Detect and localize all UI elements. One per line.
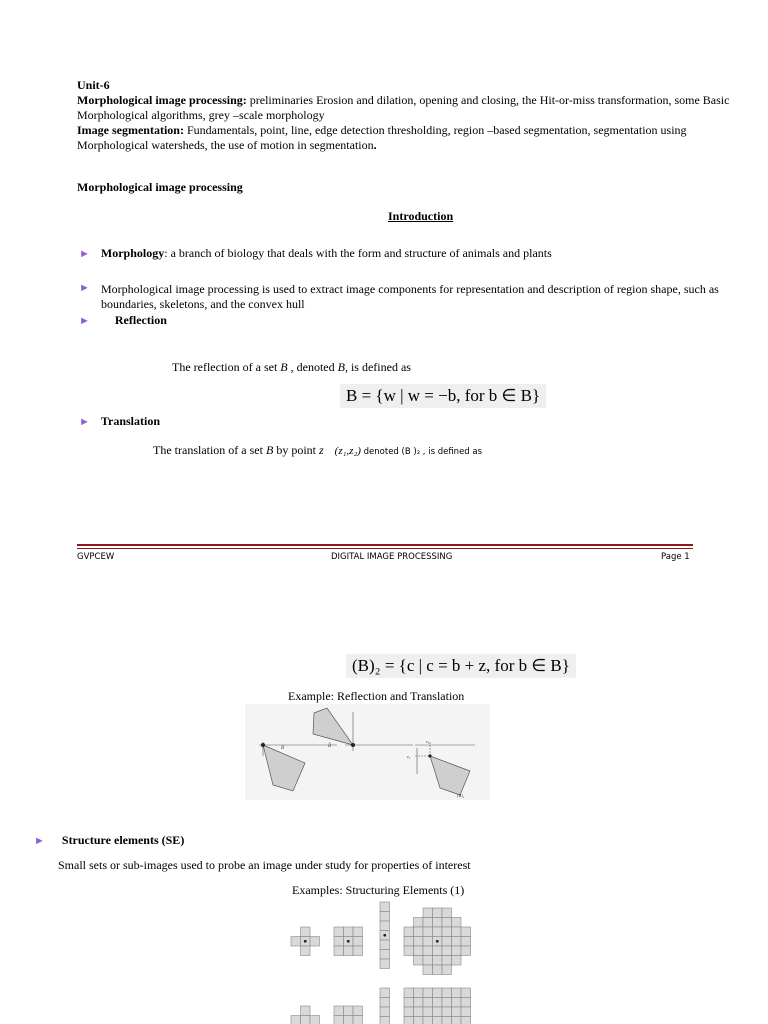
se-cell [461, 927, 471, 937]
translation-label: Translation [100, 414, 161, 428]
se-cell [461, 1007, 471, 1017]
se-cell [334, 946, 344, 956]
fig-b-label: B [281, 746, 285, 751]
se-cell [433, 965, 443, 975]
se-cell [452, 1017, 462, 1024]
syllabus-segmentation [77, 123, 747, 153]
translation-sentence: The translation of a set B by point z (z₁,z₂) denoted (B )₂ , is defined as [153, 443, 483, 457]
footer-rule-thick [77, 544, 693, 546]
se-cell [442, 918, 452, 928]
syllabus-seg-text: Fundamentals, point, line, edge detection thresholding, region –based segmentation, segmentation using Morphological watersheds, the use of motion in segmentation [77, 123, 687, 152]
se-cell [310, 937, 320, 947]
fig-z1-label: z₁ [426, 739, 430, 744]
se-cell [442, 988, 452, 998]
se-cell [452, 927, 462, 937]
se-cell [291, 937, 301, 947]
se-cell [334, 1016, 344, 1024]
structuring-elements-figure [288, 900, 480, 1024]
se-cell [380, 912, 390, 922]
se-cell [442, 965, 452, 975]
se-cell [461, 1017, 471, 1024]
bullet-morphology [79, 246, 749, 261]
page1-header [77, 78, 747, 153]
se-cell [442, 998, 452, 1008]
se-cell [414, 956, 424, 966]
syllabus-morphology [77, 93, 747, 123]
se-cell [353, 927, 363, 937]
se-cell [380, 1017, 390, 1024]
se-cell [442, 946, 452, 956]
morphology-label: Morphology [100, 246, 165, 260]
se-cell [301, 927, 311, 937]
syllabus-morph-text: preliminaries Erosion and dilation, opening and closing, the Hit-or-miss transformation, some Basic Morphological algorithms, grey –scale morphology [77, 93, 730, 122]
se-cell [380, 959, 390, 969]
se-caption: Examples: Structuring Elements (1) [292, 883, 465, 897]
se-cell [334, 927, 344, 937]
se-cell [433, 908, 443, 918]
bullet-se [34, 833, 184, 848]
bullet-arrow-icon: ► [79, 282, 90, 294]
translation-equation: (B)₂ = {c | c = b + z, for b ∈ B} [346, 654, 576, 678]
unit-title: Unit-6 [77, 78, 110, 92]
syllabus-morph-label: Morphological image processing: [77, 93, 247, 107]
se-cell [423, 1007, 433, 1017]
se-cell [301, 1006, 311, 1016]
se-cell [423, 927, 433, 937]
syllabus-seg-end: . [373, 138, 377, 152]
footer-center: DIGITAL IMAGE PROCESSING [331, 552, 453, 562]
se-cell [353, 1006, 363, 1016]
fig-bhat-label: B̂ [328, 744, 332, 749]
se-cell [380, 988, 390, 998]
se-cell [414, 988, 424, 998]
se-cell [423, 988, 433, 998]
se-cell [423, 908, 433, 918]
footer-right: Page 1 [661, 552, 690, 562]
se-cell [291, 1016, 301, 1024]
bullet-translation [79, 414, 160, 429]
se-cell [452, 937, 462, 947]
se-cell [404, 998, 414, 1008]
se-cell [414, 998, 424, 1008]
reflection-translation-figure [245, 704, 490, 800]
se-cell [433, 956, 443, 966]
bullet-arrow-icon: ► [79, 248, 90, 260]
se-cell [380, 998, 390, 1008]
mip-text: Morphological image processing is used to extract image components for representation and description of region shape, such as boundaries, skeletons, and the convex hull [101, 282, 719, 311]
se-cell [380, 921, 390, 931]
se-cell [380, 1007, 390, 1017]
se-cell [452, 956, 462, 966]
se-cell [414, 937, 424, 947]
se-cell [380, 902, 390, 912]
bullet-mip [79, 282, 749, 312]
se-cell [414, 1017, 424, 1024]
se-cell [380, 940, 390, 950]
se-cell [344, 927, 354, 937]
se-cell [404, 1017, 414, 1024]
se-cell [414, 946, 424, 956]
section-title: Morphological image processing [77, 180, 243, 194]
se-cell [442, 908, 452, 918]
se-cell [442, 1017, 452, 1024]
se-cell [344, 1016, 354, 1024]
se-cell [380, 950, 390, 960]
se-cell [461, 946, 471, 956]
se-cell [452, 1007, 462, 1017]
se-cell [452, 946, 462, 956]
intro-heading: Introduction [388, 209, 454, 223]
se-cell [301, 1016, 311, 1024]
se-cell [452, 988, 462, 998]
bullet-arrow-icon: ► [79, 315, 90, 327]
se-cell [433, 998, 443, 1008]
bullet-arrow-icon: ► [79, 416, 90, 428]
se-cell [423, 918, 433, 928]
se-cell [414, 927, 424, 937]
se-cell [433, 1007, 443, 1017]
se-cell [452, 998, 462, 1008]
se-cell [334, 937, 344, 947]
se-cell [353, 1016, 363, 1024]
se-cell [404, 927, 414, 937]
reflection-sentence: The reflection of a set B , denoted B, is defined as [172, 360, 411, 374]
se-cell [433, 918, 443, 928]
se-cell [414, 1007, 424, 1017]
se-cell [433, 927, 443, 937]
morphology-text: : a branch of biology that deals with the form and structure of animals and plants [164, 246, 552, 260]
se-cell [423, 1017, 433, 1024]
bullet-arrow-icon: ► [34, 835, 45, 847]
se-cell [433, 1017, 443, 1024]
se-origin-dot [436, 940, 439, 943]
se-heading: Structure elements (SE) [61, 833, 185, 847]
se-cell [334, 1006, 344, 1016]
se-cell [404, 946, 414, 956]
se-cell [423, 946, 433, 956]
se-cell [442, 927, 452, 937]
se-cell [404, 1007, 414, 1017]
bullet-reflection [79, 313, 167, 328]
se-cell [423, 998, 433, 1008]
se-cell [452, 918, 462, 928]
se-cell [344, 1006, 354, 1016]
se-cell [461, 988, 471, 998]
se-text: Small sets or sub-images used to probe an image under study for properties of interest [58, 858, 471, 872]
se-cell [301, 946, 311, 956]
se-cell [442, 1007, 452, 1017]
se-cell [414, 918, 424, 928]
se-cell [310, 1016, 320, 1024]
se-cell [442, 937, 452, 947]
se-origin-dot [347, 940, 350, 943]
syllabus-seg-label: Image segmentation: [77, 123, 184, 137]
se-cell [433, 946, 443, 956]
fig-z2-label: z₂ [407, 754, 411, 759]
se-cell [433, 988, 443, 998]
se-origin-dot [304, 940, 307, 943]
se-cell [344, 946, 354, 956]
se-cell [423, 965, 433, 975]
se-cell [461, 937, 471, 947]
fig-bz-label: (B)₂ [457, 793, 465, 798]
example-caption: Example: Reflection and Translation [288, 689, 465, 703]
reflection-equation: B = {w | w = −b, for b ∈ B} [340, 384, 546, 408]
footer-rule-thin [77, 548, 693, 549]
se-cell [423, 937, 433, 947]
se-origin-dot [383, 934, 386, 937]
se-cell [461, 998, 471, 1008]
se-cell [404, 988, 414, 998]
se-cell [353, 937, 363, 947]
se-cell [404, 937, 414, 947]
se-cell [353, 946, 363, 956]
reflection-label: Reflection [114, 313, 167, 327]
se-cell [423, 956, 433, 966]
se-cell [442, 956, 452, 966]
footer-left: GVPCEW [77, 552, 115, 562]
